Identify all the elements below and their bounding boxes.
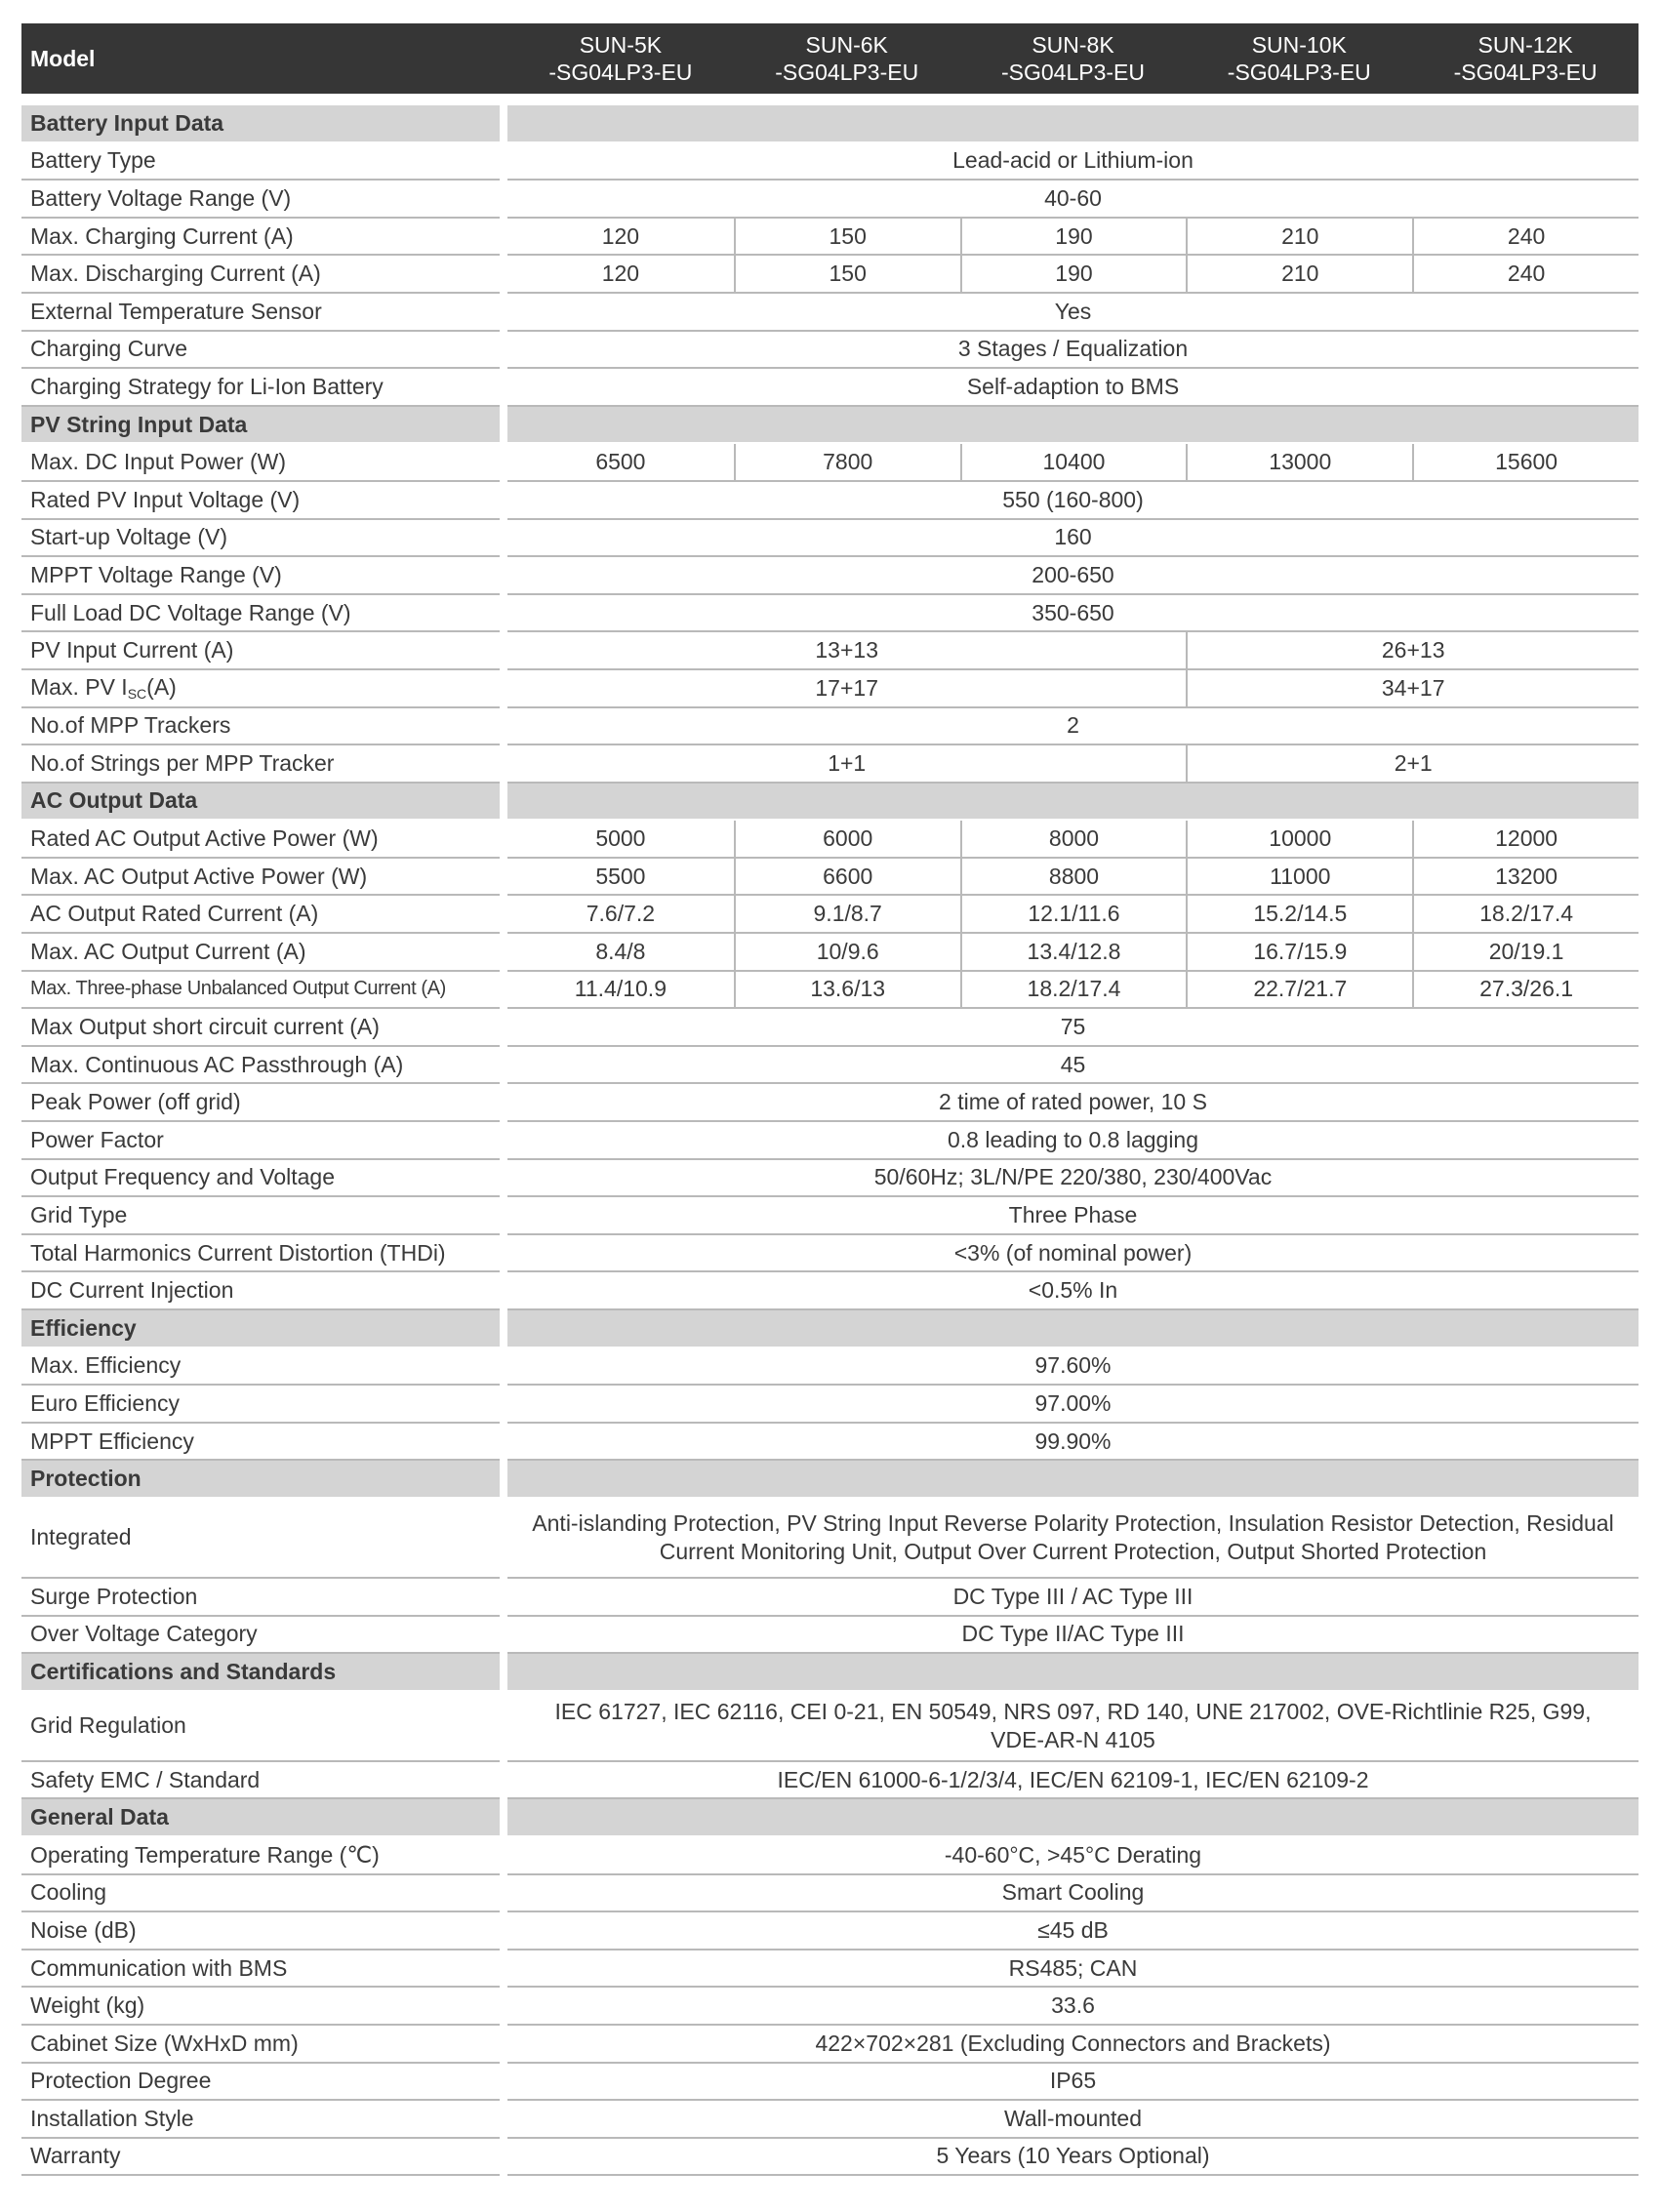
row-value: 12000 [1412,821,1639,859]
row-label: Protection Degree [21,2064,500,2102]
section-header-row [21,784,1639,822]
row-value: 1+1 [507,745,1186,784]
table-row [21,444,1639,482]
row-label: Charging Curve [21,332,500,370]
row-value: 210 [1186,219,1412,257]
section-fill [507,1461,1639,1499]
table-row [21,181,1639,219]
table-row [21,595,1639,633]
section-header-row [21,1799,1639,1837]
model-name: SUN-6K -SG04LP3-EU [734,23,960,94]
table-row [21,2026,1639,2064]
row-label: PV Input Current (A) [21,632,500,670]
row-label: Max. Three-phase Unbalanced Output Current (A) [21,972,500,1010]
section-header-row [21,105,1639,143]
table-row [21,1912,1639,1951]
row-value: 0.8 leading to 0.8 lagging [507,1122,1639,1160]
table-row [21,369,1639,407]
row-value: Lead-acid or Lithium-ion [507,143,1639,181]
row-value: 45 [507,1047,1639,1085]
header-gap [500,23,507,94]
row-value: 8000 [960,821,1187,859]
row-value: 33.6 [507,1988,1639,2026]
row-value: <3% (of nominal power) [507,1235,1639,1273]
table-row [21,1122,1639,1160]
row-label: Charging Strategy for Li-Ion Battery [21,369,500,407]
row-value: 550 (160-800) [507,482,1639,520]
section-title: PV String Input Data [21,407,500,445]
row-label: Surge Protection [21,1579,500,1617]
row-value: 10400 [960,444,1187,482]
table-row [21,1837,1639,1875]
section-title: Battery Input Data [21,105,500,143]
section-fill [507,105,1639,143]
row-label: Power Factor [21,1122,500,1160]
row-value: IP65 [507,2064,1639,2102]
section-fill [507,1310,1639,1348]
row-value: 6000 [734,821,960,859]
row-value: 150 [734,219,960,257]
table-row [21,1988,1639,2026]
section-title: Protection [21,1461,500,1499]
row-label: MPPT Efficiency [21,1424,500,1462]
row-value: 11000 [1186,859,1412,897]
row-value: 160 [507,520,1639,558]
spec-body [21,105,1639,2176]
table-row [21,1579,1639,1617]
table-row [21,482,1639,520]
row-value: 2+1 [1186,745,1639,784]
row-value: IEC 61727, IEC 62116, CEI 0-21, EN 50549, NRS 097, RD 140, UNE 217002, OVE-Richtlinie R25, G99, VDE-AR-N 4105 [507,1692,1639,1762]
row-value: 240 [1412,256,1639,294]
row-label: Cabinet Size (WxHxD mm) [21,2026,500,2064]
section-title: Efficiency [21,1310,500,1348]
section-header-row [21,407,1639,445]
row-value: 34+17 [1186,670,1639,708]
model-name: SUN-10K -SG04LP3-EU [1186,23,1412,94]
table-row [21,2064,1639,2102]
table-row [21,1348,1639,1387]
row-label: Start-up Voltage (V) [21,520,500,558]
row-value: 7.6/7.2 [507,896,734,934]
row-label: Battery Type [21,143,500,181]
row-value: ≤45 dB [507,1912,1639,1951]
row-value: 97.00% [507,1386,1639,1424]
row-label: Output Frequency and Voltage [21,1160,500,1198]
row-value: 99.90% [507,1424,1639,1462]
row-label: Max. Continuous AC Passthrough (A) [21,1047,500,1085]
row-value: 190 [960,219,1187,257]
row-value: 190 [960,256,1187,294]
row-value: 75 [507,1009,1639,1047]
table-row [21,520,1639,558]
row-value: IEC/EN 61000-6-1/2/3/4, IEC/EN 62109-1, IEC/EN 62109-2 [507,1762,1639,1800]
row-label: Full Load DC Voltage Range (V) [21,595,500,633]
spec-sheet [21,23,1639,2176]
row-label: Euro Efficiency [21,1386,500,1424]
row-value: 5000 [507,821,734,859]
row-value: Wall-mounted [507,2101,1639,2139]
row-label: Total Harmonics Current Distortion (THDi) [21,1235,500,1273]
spec-table [21,23,1639,2176]
table-row [21,1084,1639,1122]
row-label: Max. Charging Current (A) [21,219,500,257]
row-value: -40-60°C, >45°C Derating [507,1837,1639,1875]
table-row [21,1272,1639,1310]
row-value: 18.2/17.4 [1412,896,1639,934]
table-row [21,1160,1639,1198]
row-value: 17+17 [507,670,1186,708]
row-value: 8.4/8 [507,934,734,972]
table-row [21,972,1639,1010]
row-label: MPPT Voltage Range (V) [21,557,500,595]
table-row [21,1009,1639,1047]
table-row [21,143,1639,181]
row-label: Battery Voltage Range (V) [21,181,500,219]
section-title: Certifications and Standards [21,1654,500,1692]
table-row [21,332,1639,370]
model-label: Model [21,23,500,94]
row-label: Max. DC Input Power (W) [21,444,500,482]
row-value: 13200 [1412,859,1639,897]
row-value: 210 [1186,256,1412,294]
row-value: 27.3/26.1 [1412,972,1639,1010]
table-row [21,1386,1639,1424]
row-value: 2 [507,708,1639,746]
model-name: SUN-8K -SG04LP3-EU [960,23,1187,94]
row-value: 22.7/21.7 [1186,972,1412,1010]
row-value: 15600 [1412,444,1639,482]
row-value: 12.1/11.6 [960,896,1187,934]
model-name: SUN-12K -SG04LP3-EU [1412,23,1639,94]
row-value: 18.2/17.4 [960,972,1187,1010]
section-fill [507,784,1639,822]
row-value: Smart Cooling [507,1875,1639,1913]
row-value: 5500 [507,859,734,897]
row-value: 20/19.1 [1412,934,1639,972]
row-value: 13000 [1186,444,1412,482]
row-value: 16.7/15.9 [1186,934,1412,972]
table-row [21,821,1639,859]
table-row [21,2139,1639,2177]
section-fill [507,1654,1639,1692]
row-value: <0.5% In [507,1272,1639,1310]
row-label: Max. AC Output Active Power (W) [21,859,500,897]
table-row [21,632,1639,670]
row-value: Anti-islanding Protection, PV String Input Reverse Polarity Protection, Insulation Resistor Detection, Residual Current Monitoring Unit, Output Over Current Protection, Output Shorted Protection [507,1499,1639,1579]
table-row [21,896,1639,934]
row-label: Rated AC Output Active Power (W) [21,821,500,859]
row-value: 40-60 [507,181,1639,219]
table-row [21,294,1639,332]
header-row [21,23,1639,94]
row-label: Safety EMC / Standard [21,1762,500,1800]
row-value: 13.4/12.8 [960,934,1187,972]
table-row [21,1235,1639,1273]
row-label: Max. Discharging Current (A) [21,256,500,294]
row-value: 50/60Hz; 3L/N/PE 220/380, 230/400Vac [507,1160,1639,1198]
row-label: Max Output short circuit current (A) [21,1009,500,1047]
row-value: Yes [507,294,1639,332]
row-label: Grid Type [21,1197,500,1235]
table-row [21,745,1639,784]
row-value: Three Phase [507,1197,1639,1235]
row-label: Grid Regulation [21,1692,500,1762]
section-header-row [21,1461,1639,1499]
row-label: Rated PV Input Voltage (V) [21,482,500,520]
row-value: 10/9.6 [734,934,960,972]
row-value: 13+13 [507,632,1186,670]
row-label: Peak Power (off grid) [21,1084,500,1122]
row-value: 120 [507,256,734,294]
row-label: Integrated [21,1499,500,1579]
row-label: No.of MPP Trackers [21,708,500,746]
row-label: Max. AC Output Current (A) [21,934,500,972]
row-value: 2 time of rated power, 10 S [507,1084,1639,1122]
table-row [21,1047,1639,1085]
row-value: 9.1/8.7 [734,896,960,934]
table-row [21,1951,1639,1989]
table-row [21,1875,1639,1913]
row-value: 3 Stages / Equalization [507,332,1639,370]
row-value: RS485; CAN [507,1951,1639,1989]
row-label: No.of Strings per MPP Tracker [21,745,500,784]
row-label: DC Current Injection [21,1272,500,1310]
row-label: Max. Efficiency [21,1348,500,1387]
section-header-row [21,1654,1639,1692]
row-value: 7800 [734,444,960,482]
table-row [21,219,1639,257]
row-value: 13.6/13 [734,972,960,1010]
table-row [21,557,1639,595]
row-label: Over Voltage Category [21,1617,500,1655]
table-row [21,708,1639,746]
row-value: 10000 [1186,821,1412,859]
row-label: Weight (kg) [21,1988,500,2026]
row-value: DC Type II/AC Type III [507,1617,1639,1655]
row-label: Installation Style [21,2101,500,2139]
table-row [21,256,1639,294]
row-label: Communication with BMS [21,1951,500,1989]
section-title: AC Output Data [21,784,500,822]
row-value: Self-adaption to BMS [507,369,1639,407]
row-label: Warranty [21,2139,500,2177]
row-value: 200-650 [507,557,1639,595]
row-value: 150 [734,256,960,294]
row-value: 97.60% [507,1348,1639,1387]
table-row [21,859,1639,897]
section-fill [507,1799,1639,1837]
row-label: Cooling [21,1875,500,1913]
table-row [21,1499,1639,1579]
row-label: Max. PV $I_{SC}(A)$ [21,670,500,708]
table-row [21,1197,1639,1235]
table-row [21,1692,1639,1762]
table-row [21,2101,1639,2139]
row-label: AC Output Rated Current (A) [21,896,500,934]
row-value: 26+13 [1186,632,1639,670]
row-value: 11.4/10.9 [507,972,734,1010]
table-row [21,670,1639,708]
row-value: 422×702×281 (Excluding Connectors and Brackets) [507,2026,1639,2064]
row-label: External Temperature Sensor [21,294,500,332]
row-label: Noise (dB) [21,1912,500,1951]
table-row [21,1424,1639,1462]
section-header-row [21,1310,1639,1348]
row-value: 6600 [734,859,960,897]
row-label: Operating Temperature Range (℃) [21,1837,500,1875]
row-value: 240 [1412,219,1639,257]
row-value: DC Type III / AC Type III [507,1579,1639,1617]
table-row [21,1762,1639,1800]
model-name: SUN-5K -SG04LP3-EU [507,23,734,94]
table-row [21,1617,1639,1655]
row-value: 15.2/14.5 [1186,896,1412,934]
row-value: 5 Years (10 Years Optional) [507,2139,1639,2177]
table-row [21,934,1639,972]
row-value: 6500 [507,444,734,482]
row-value: 8800 [960,859,1187,897]
row-value: 120 [507,219,734,257]
section-title: General Data [21,1799,500,1837]
row-value: 350-650 [507,595,1639,633]
section-fill [507,407,1639,445]
